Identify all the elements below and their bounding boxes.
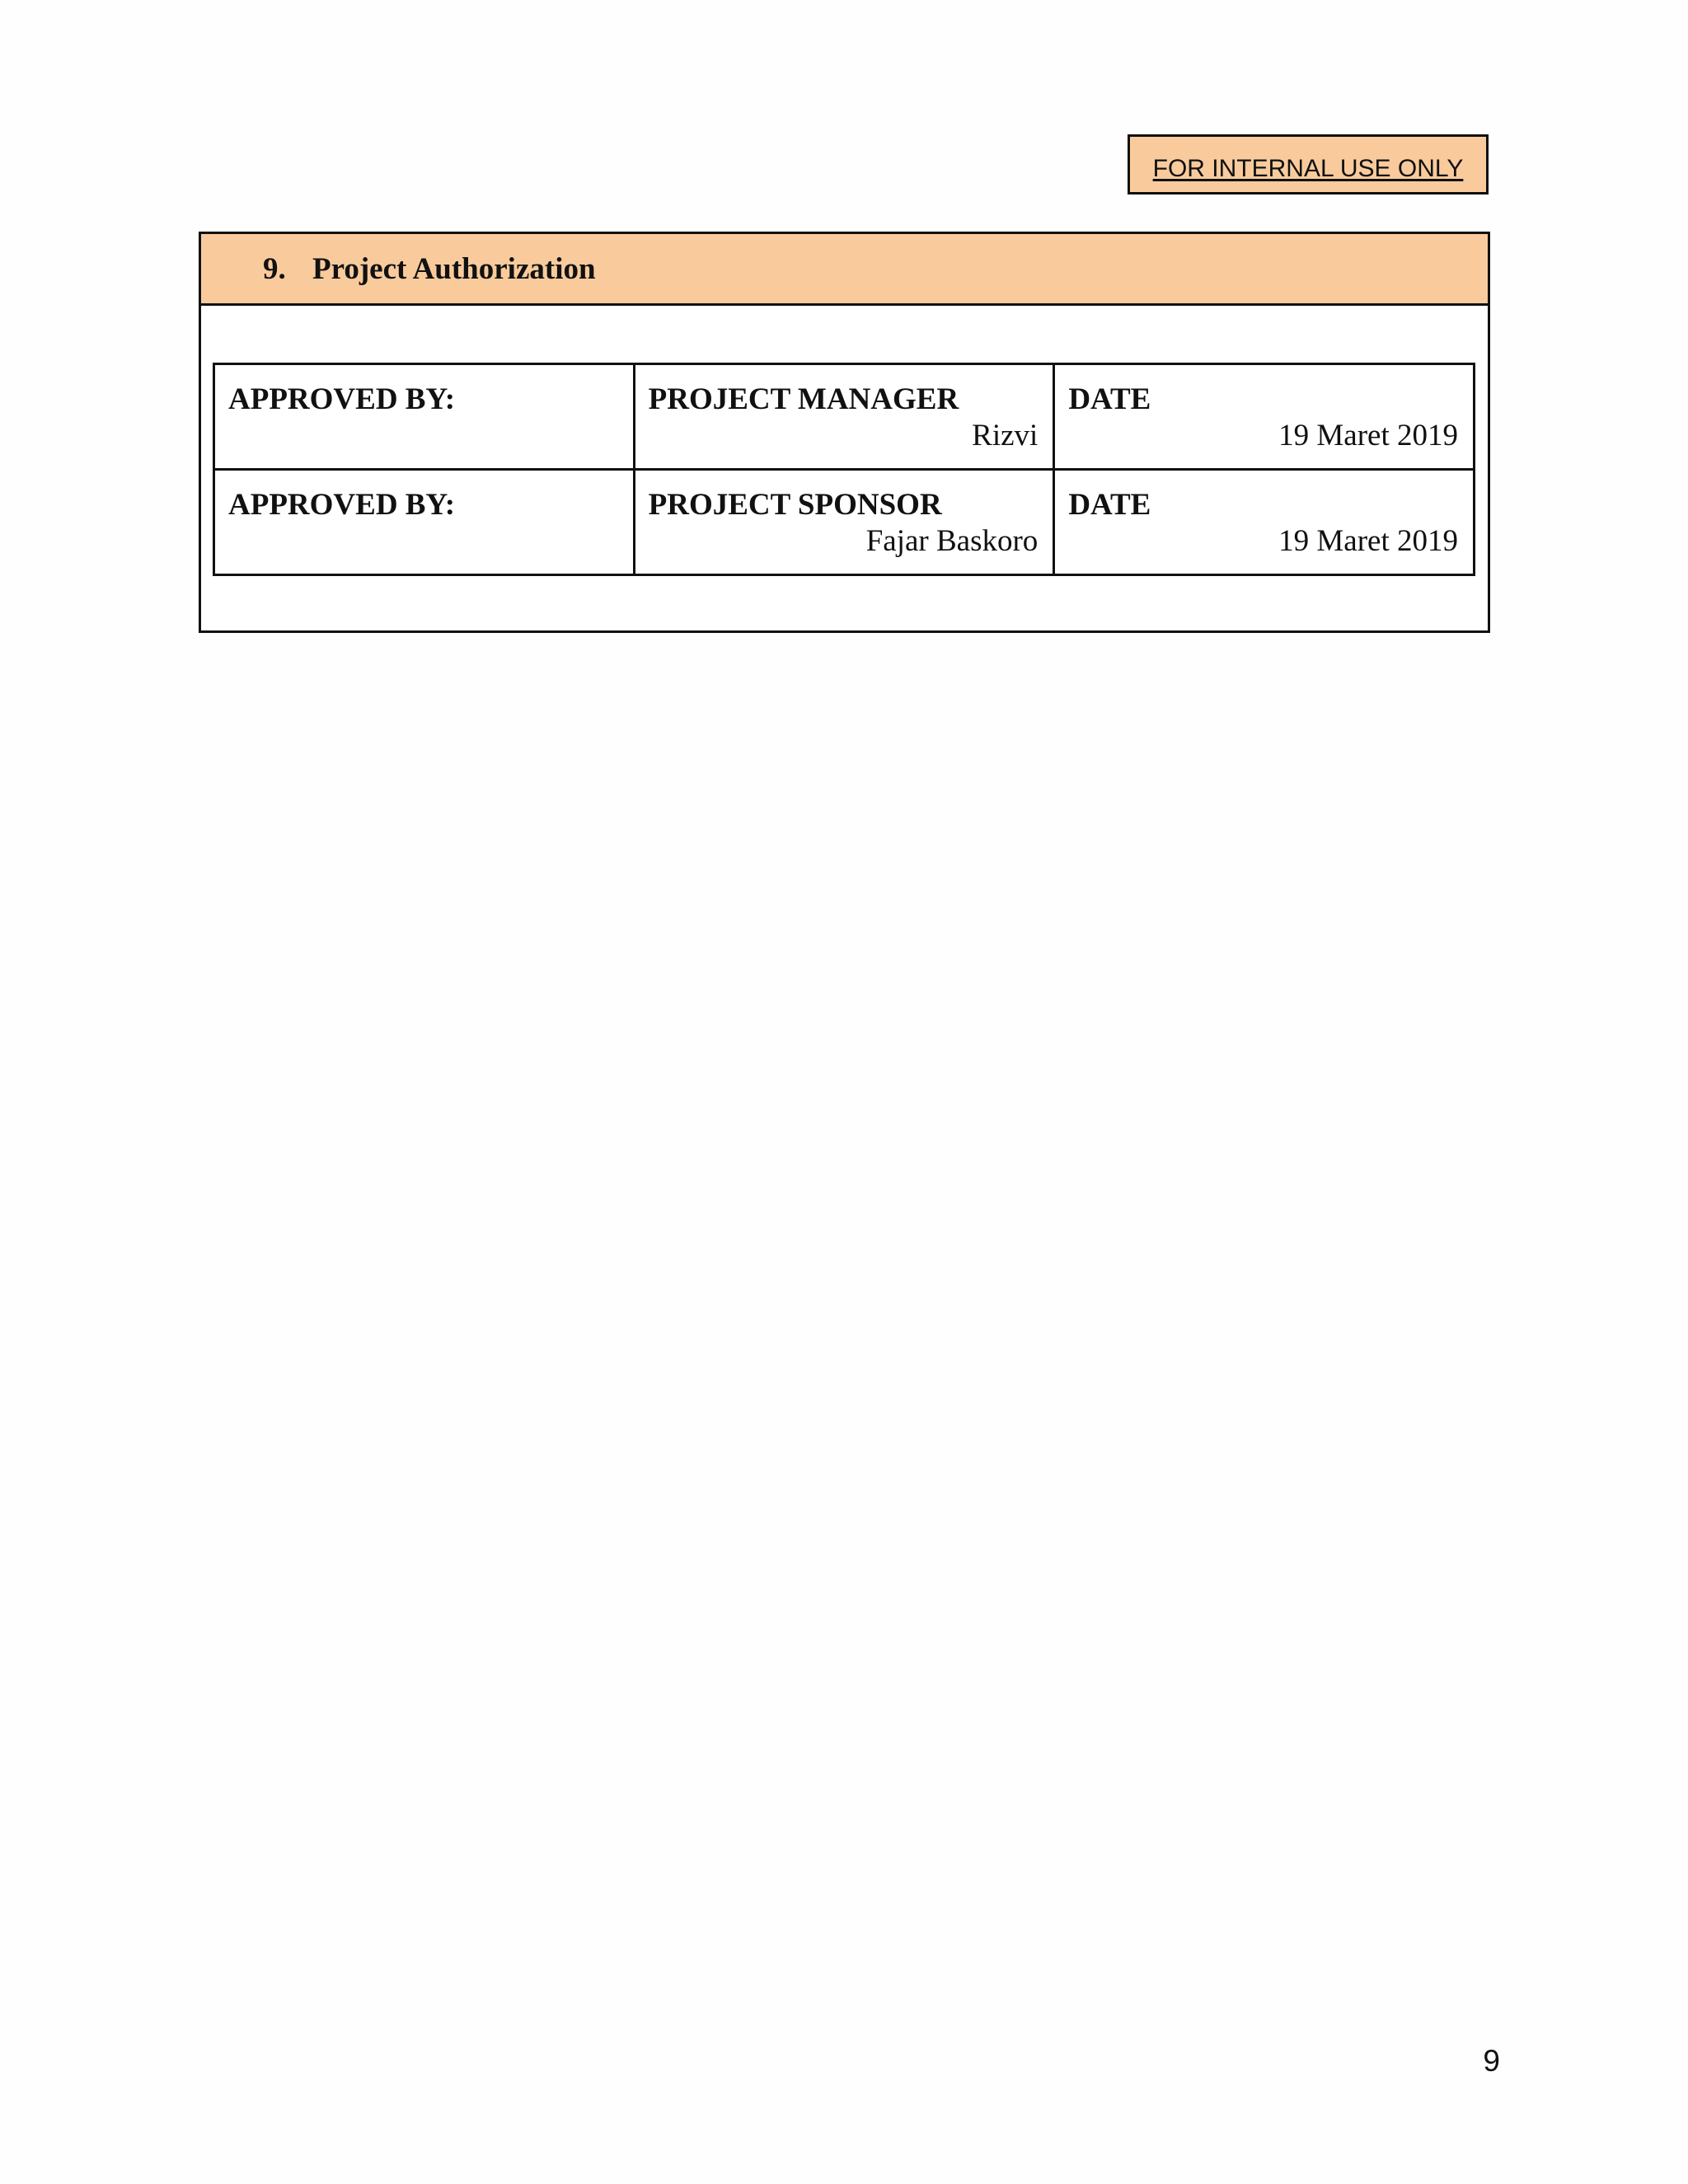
approved-by-cell [214, 470, 635, 575]
approved-by-cell [214, 364, 635, 470]
approver-name: Fajar Baskoro [865, 524, 1039, 558]
page-number: 9 [1483, 2044, 1500, 2078]
role-cell [634, 364, 1054, 470]
internal-use-badge [1128, 134, 1489, 194]
section-title: Project Authorization [312, 251, 596, 286]
date-label: DATE [1068, 382, 1151, 416]
internal-use-label: FOR INTERNAL USE ONLY [1152, 154, 1464, 182]
approver-name: Rizvi [972, 419, 1039, 452]
role-label: PROJECT MANAGER [648, 382, 959, 416]
date-cell [1054, 470, 1475, 575]
role-label: PROJECT SPONSOR [648, 488, 942, 522]
approval-date: 19 Maret 2019 [1278, 524, 1458, 558]
table-row [214, 470, 1475, 575]
approved-by-label: APPROVED BY: [228, 382, 456, 416]
role-cell [634, 470, 1054, 575]
approved-by-label: APPROVED BY: [228, 488, 456, 522]
section-header [201, 234, 1488, 306]
section-number: 9. [263, 251, 286, 286]
project-authorization-section [199, 232, 1490, 633]
approval-date: 19 Maret 2019 [1278, 419, 1458, 452]
date-cell [1054, 364, 1475, 470]
approval-table [213, 363, 1475, 576]
table-row [214, 364, 1475, 470]
date-label: DATE [1068, 488, 1151, 522]
